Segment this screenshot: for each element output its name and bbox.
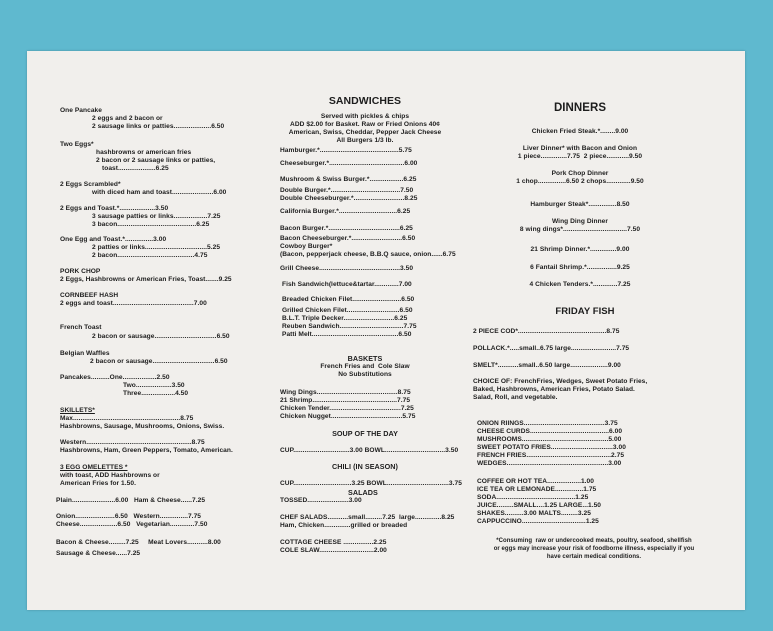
- menu-item: Patti Melt..............................................6.50: [282, 331, 412, 338]
- menu-item: FRENCH FRIES.............................................2.75: [477, 452, 625, 459]
- section-title: DINNERS: [553, 102, 607, 114]
- item-desc: with diced ham and toast......................6.00: [92, 189, 227, 196]
- menu-item: Ham, Chicken..............grilled or breaded: [280, 522, 408, 529]
- menu-item: MUSHROOMS..............................................5.00: [477, 436, 622, 443]
- item-desc: 3 bacon..........................................6.25: [92, 221, 210, 228]
- menu-item: Breaded Chicken Filet..........................6.50: [282, 296, 415, 303]
- menu-item: Double Cheeseburger.*...........................8.25: [280, 195, 418, 202]
- item-desc: 2 eggs and toast...........................................7.00: [60, 300, 207, 307]
- menu-item: TOSSED......................3.00: [280, 497, 362, 504]
- menu-item: 1 piece..............7.75 2 piece............9.50: [517, 153, 643, 160]
- item-desc: 3 sausage patties or links..................7.25: [92, 213, 221, 220]
- item-row: Cheese....................6.50 Vegetarian.............7.50: [56, 521, 208, 528]
- item-row: Onion.....................6.50 Western...............7.75: [56, 513, 202, 520]
- item-title: One Egg and Toast.*...............3.00: [60, 236, 167, 243]
- item-title: PORK CHOP: [60, 268, 101, 275]
- menu-item: 21 Shrimp Dinner.*..............9.00: [530, 246, 630, 253]
- menu-item: Hamburger Steak*...............8.50: [530, 201, 630, 208]
- menu-item: CAPPUCCINO..................................1.25: [477, 518, 599, 525]
- menu-item: Cheeseburger.*........................................6.00: [280, 160, 418, 167]
- item-title: CORNBEEF HASH: [60, 292, 119, 299]
- item-desc: Hashbrowns, Sausage, Mushrooms, Onions, Swiss.: [60, 423, 225, 430]
- item-row: Sausage & Cheese......7.25: [56, 550, 141, 557]
- item-row: Bacon & Cheese.........7.25 Meat Lovers...........8.00: [56, 539, 221, 546]
- section-desc: American, Swiss, Cheddar, Pepper Jack Cheese: [288, 129, 442, 136]
- item-desc: Three..................4.50: [123, 390, 189, 397]
- menu-item: 8 wing dings*..................................7.50: [519, 226, 641, 233]
- menu-item: 4 Chicken Tenders.*.............7.25: [529, 281, 631, 288]
- item-desc: with toast, ADD Hashbrowns or: [60, 472, 160, 479]
- item-desc: American Fries for 1.50.: [60, 480, 136, 487]
- menu-item: Reuben Sandwich..................................7.75: [282, 323, 417, 330]
- section-title: BASKETS: [347, 354, 383, 363]
- section-title: SKILLETS*: [60, 407, 95, 414]
- menu-item: POLLACK.*.....small..6.75 large........................7.75: [473, 345, 630, 352]
- section-desc: All Burgers 1/3 lb.: [336, 137, 394, 144]
- warning-line: *Consuming raw or undercooked meats, poultry, seafood, shellfish: [496, 538, 692, 544]
- item-desc: 2 sausage links or patties....................6.50: [92, 123, 225, 130]
- item-desc: 2 bacon or sausage.................................6.50: [92, 333, 230, 340]
- menu-item: CHEF SALADS...........small.........7.25 large..............8.25: [280, 514, 455, 521]
- menu-item: 21 Shrimp.............................................7.75: [280, 397, 411, 404]
- item-title: 2 Eggs and Toast.*...................3.50: [60, 205, 169, 212]
- section-title: SALADS: [348, 488, 378, 497]
- section-title: CHILI (IN SEASON): [332, 462, 398, 471]
- section-desc: No Substitutions: [338, 371, 392, 378]
- menu-item: 1 chop...............6.50 2 chops.............9.50: [516, 178, 644, 185]
- menu-item: Mushroom & Swiss Burger.*..................6.25: [280, 176, 417, 183]
- item-title: Belgian Waffles: [60, 350, 110, 357]
- item-title: Two Eggs*: [60, 141, 94, 148]
- item-title: 2 Eggs Scrambled*: [60, 181, 121, 188]
- item-desc: 2 bacon.........................................4.75: [92, 252, 208, 259]
- menu-item: COLE SLAW.............................2.00: [280, 547, 387, 554]
- menu-item: Chicken Nugget......................................5.75: [280, 413, 416, 420]
- menu-item: ONION RIINGS...........................................3.75: [477, 420, 618, 427]
- menu-item: CHEESE CURDS..........................................6.00: [477, 428, 623, 435]
- section-title: SOUP OF THE DAY: [332, 429, 398, 438]
- menu-item: Grilled Chicken Filet............................6.50: [282, 307, 413, 314]
- menu-item: ICE TEA OR LEMONADE...............1.75: [477, 486, 597, 493]
- menu-item: SODA..........................................1.25: [477, 494, 589, 501]
- section-title: 3 EGG OMELETTES *: [60, 464, 128, 471]
- item-title: Pancakes..........One..................2.50: [60, 374, 170, 381]
- menu-item: Fish Sandwich(lettuce&tartar.............7.00: [282, 281, 412, 288]
- fish-choice: Baked, Hashbrowns, American Fries, Potato Salad.: [473, 386, 635, 393]
- menu-item: SWEET POTATO FRIES.................................3.00: [477, 444, 626, 451]
- menu-item: B.L.T. Triple Decker...........................6.25: [282, 315, 408, 322]
- menu-item: SMELT*...........small..6.50 large....................9.00: [473, 362, 621, 369]
- menu-item: 6 Fantail Shrimp.*................9.25: [530, 264, 630, 271]
- menu-item: Liver Dinner* with Bacon and Onion: [522, 145, 638, 152]
- menu-item: Hamburger.*..........................................5.75: [280, 147, 412, 154]
- item-title: One Pancake: [60, 107, 102, 114]
- menu-item: Bacon Cheeseburger.*...........................6.50: [280, 235, 416, 242]
- warning-line: or eggs may increase your risk of foodborne illness, especially if you: [493, 546, 695, 552]
- menu-item: Pork Chop Dinner: [551, 170, 609, 177]
- section-desc: ADD $2.00 for Basket. Raw or Fried Onions 40¢: [290, 121, 440, 128]
- fish-choice: Salad, Roll, and vegetable.: [473, 394, 558, 401]
- item-desc: hashbrowns or american fries: [96, 149, 192, 156]
- item-desc: 2 Eggs, Hashbrowns or American Fries, Toast.......9.25: [60, 276, 232, 283]
- menu-item: WEDGES......................................................3.00: [477, 460, 622, 467]
- item-desc: 2 eggs and 2 bacon or: [92, 115, 163, 122]
- section-title: FRIDAY FISH: [555, 306, 615, 317]
- menu-item: Chicken Tender......................................7.25: [280, 405, 414, 412]
- section-desc: French Fries and Cole Slaw: [320, 363, 410, 370]
- section-title: SANDWICHES: [328, 95, 402, 107]
- menu-item: Wing Ding Dinner: [551, 218, 609, 225]
- warning-line: have certain medical conditions.: [546, 554, 642, 560]
- menu-item: SHAKES..........3.00 MALTS.........3.25: [477, 510, 591, 517]
- menu-item: CUP...............................3.25 BOWL.................................3.75: [280, 480, 462, 487]
- section-desc: Served with pickles & chips: [320, 113, 410, 120]
- item-title: Max.........................................................8.75: [60, 415, 194, 422]
- item-desc: Hashbrowns, Ham, Green Peppers, Tomato, American.: [60, 447, 233, 454]
- item-title: French Toast: [60, 324, 102, 331]
- item-desc: toast....................6.25: [102, 165, 169, 172]
- item-desc: 2 bacon or 2 sausage links or patties,: [96, 157, 216, 164]
- item-desc: 2 bacon or sausage.................................6.50: [90, 358, 228, 365]
- fish-choice: CHOICE OF: FrenchFries, Wedges, Sweet Potato Fries,: [473, 378, 648, 385]
- menu-item: Bacon Burger.*......................................6.25: [280, 225, 413, 232]
- menu-item: JUICE.........SMALL....1.25 LARGE...1.50: [477, 502, 602, 509]
- item-row: Plain.......................6.00 Ham & Cheese......7.25: [56, 497, 206, 504]
- item-desc: 2 patties or links.................................5.25: [92, 244, 221, 251]
- menu-item: COTTAGE CHEESE ................2.25: [280, 539, 387, 546]
- item-desc: Two...................3.50: [123, 382, 185, 389]
- menu-item: COFFEE OR HOT TEA..................1.00: [477, 478, 594, 485]
- menu-item: (Bacon, pepperjack cheese, B.B.Q sauce, onion......6.75: [280, 251, 456, 258]
- menu-item: Cowboy Burger*: [280, 243, 333, 250]
- menu-item: 2 PIECE COD*...............................................8.75: [473, 328, 620, 335]
- menu-item: Double Burger.*.....................................7.50: [280, 187, 414, 194]
- menu-item: CUP..............................3.00 BOWL................................3.50: [280, 447, 459, 454]
- menu-item: Chicken Fried Steak.*........9.00: [531, 128, 629, 135]
- item-title: Western........................................................8.75: [60, 439, 205, 446]
- menu-item: California Burger.*...............................6.25: [280, 208, 411, 215]
- menu-item: Wing Dings...........................................8.75: [280, 389, 411, 396]
- menu-item: Grill Cheese...........................................3.50: [280, 265, 414, 272]
